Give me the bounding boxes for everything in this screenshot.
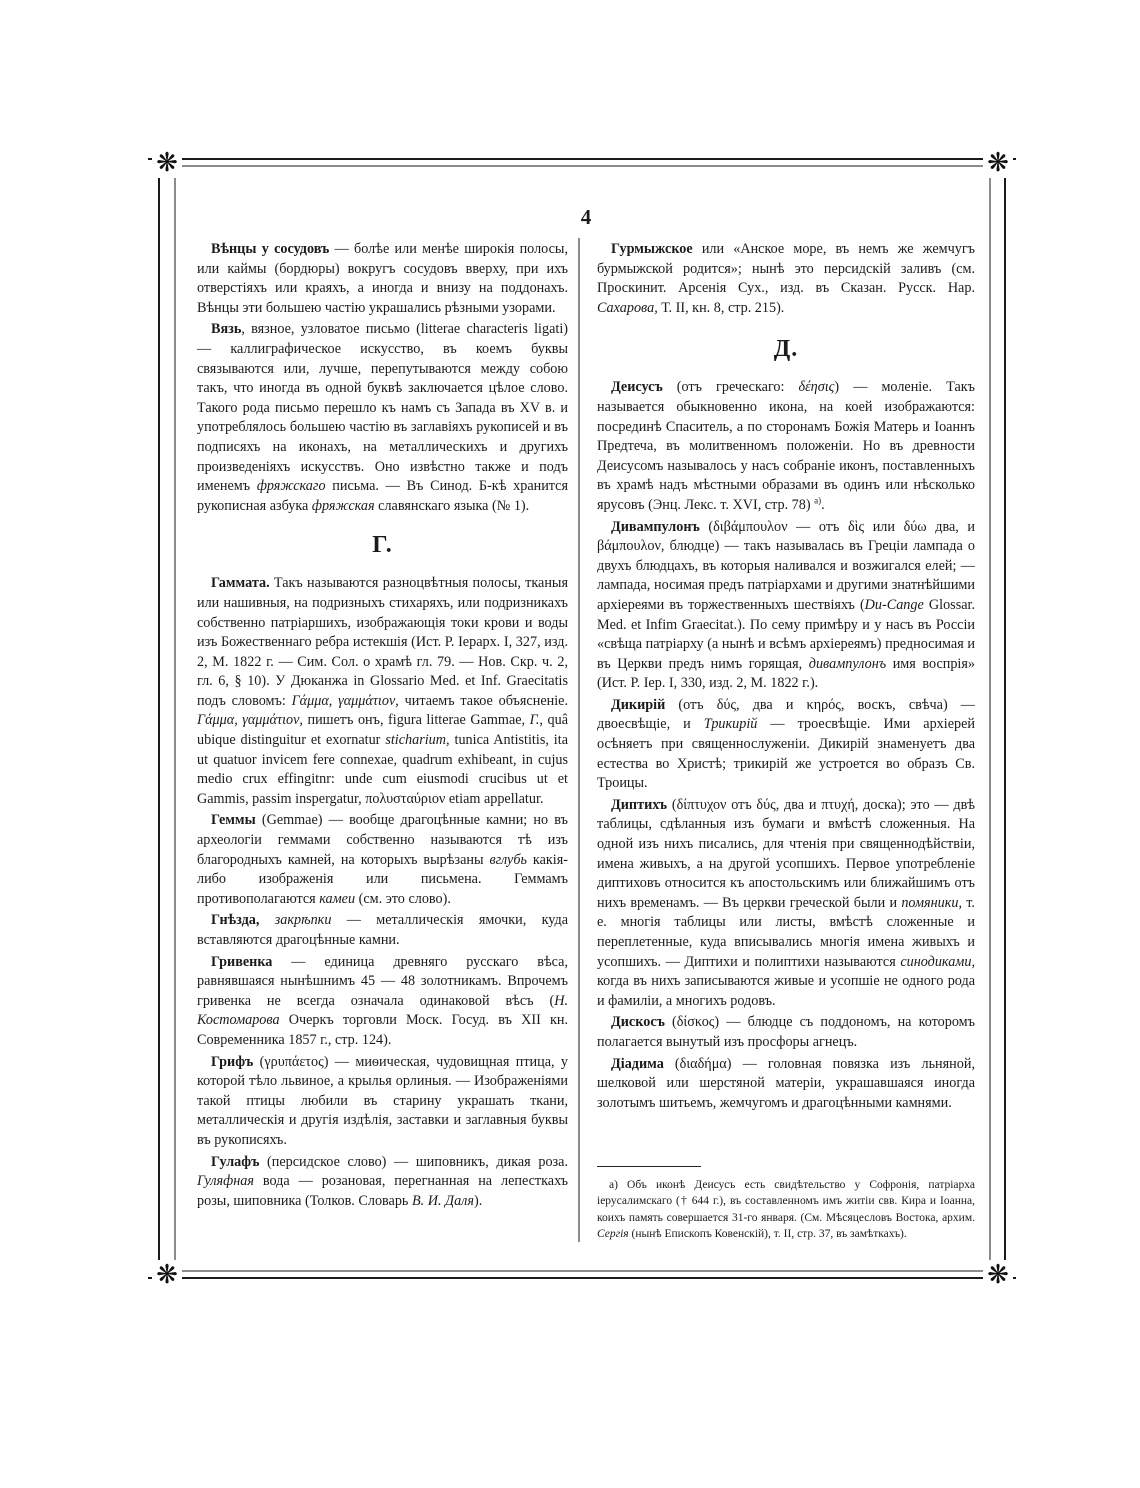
footnote-reference: а) bbox=[814, 495, 822, 506]
entry-text: Очеркъ торговли Моск. Госуд. въ XII кн. Современника 1857 г., стр. 124). bbox=[197, 1012, 568, 1048]
entry-italic-text: δέησις bbox=[798, 379, 835, 396]
right-column bbox=[597, 240, 975, 1242]
entry-text: (δίσκος) — блюдце съ поддономъ, на которомъ полагается вынутый изъ просфоры агнецъ. bbox=[597, 1014, 975, 1050]
dictionary-entry bbox=[197, 1153, 568, 1212]
entry-text: какія-либо изображенія или письмена. Геммамъ противополагаются bbox=[197, 851, 568, 907]
entry-term: Геммы bbox=[211, 812, 256, 829]
footnote-text bbox=[597, 1177, 975, 1242]
entry-italic-text: камеи bbox=[319, 890, 356, 907]
entry-text: т. е. многія таблицы или листы, вмѣстѣ сложенные и переплетенные, куда вписывались многія имена живыхъ и усопшихъ. — Диптихи и полиптихи называются bbox=[597, 894, 975, 970]
dictionary-entry bbox=[197, 240, 568, 318]
entry-text: (Gemmae) — вообще драгоцѣнные камни; но въ археологіи геммами собственно называются тѣ изъ благородныхъ камней, на которыхъ вырѣзаны bbox=[197, 812, 568, 868]
dictionary-entry bbox=[197, 911, 568, 950]
entry-text: письма. — Въ Синод. Б-кѣ хранится рукописная азбука bbox=[197, 478, 568, 514]
dictionary-entry bbox=[597, 518, 975, 694]
entry-text: Glossar. Med. et Infim Graecitat.). По сему примѣру и у насъ въ Россіи «свѣща патріарху (а нынѣ и всѣмъ архіереямъ) предносимая и въ Церкви предъ нимъ горящая, bbox=[597, 596, 975, 672]
entry-text: пишетъ онъ, figura litterae Gammae, bbox=[302, 712, 530, 729]
dictionary-entry bbox=[597, 378, 975, 515]
entry-text: tunica Antistitis, ita ut quatuor invicem fere connexae, quadrum exhibeant, in cujus medio crux effingitnr: unde cum eiusmodi crucibus ut et Gammis, passim inspergatur, πολυσταύριον etiam appellatur. bbox=[197, 732, 568, 807]
dictionary-entry bbox=[197, 953, 568, 1051]
entry-text: ) — моленіе. Такъ называется обыкновенно икона, на коей изображаются: посрединѣ Спаситель, а по сторонамъ Божія Матерь и Іоаннъ Предтеча, въ молитвенномъ положеніи. Но въ древности Деисусомъ называлось у насъ собраніе иконъ, поставленныхъ въ храмѣ надъ мѣстными образами въ одинъ или нѣсколько ярусовъ (Энц. Лекс. т. XVI, стр. 78) bbox=[597, 379, 975, 513]
entry-italic-text: Н. Костомарова bbox=[197, 992, 568, 1029]
entry-text: — единица древняго русскаго вѣса, равнявшаяся нынѣшнимъ 45 — 48 золотникамъ. Впрочемъ гривенка не всегда означала одинаковой вѣсъ ( bbox=[197, 953, 568, 1009]
letter-heading: Г. bbox=[372, 532, 393, 559]
entry-term: Вязь bbox=[211, 321, 242, 338]
entry-text: , вязное, узловатое письмо (litterae characteris ligati) — каллиграфическое искусство, въ коемъ буквы связываются или, лучше, перепутываются между собою такъ, что иногда въ одной буквѣ заключается цѣлое слово. Такого рода письмо перешло къ намъ съ Запада въ XV в. и употреблялось большею частію въ заглавіяхъ рукописей и въ подписяхъ на иконахъ, на металлическихъ и другихъ произведеніяхъ искусствъ. Оно извѣстно также и подъ именемъ bbox=[197, 321, 568, 495]
entry-text: читаемъ такое объясненіе. bbox=[398, 692, 568, 709]
entry-text: quâ ubique distinguitur et exornatur bbox=[197, 712, 568, 749]
corner-ornament-top-right: ❋ bbox=[983, 148, 1013, 178]
footnote-separator bbox=[597, 1166, 701, 1167]
entry-text: ). bbox=[473, 1192, 483, 1209]
dictionary-entry bbox=[597, 1055, 975, 1114]
dictionary-entry bbox=[197, 811, 568, 909]
entry-text: (διβάμπουλον — отъ δὶς или δύω два, и βάμπουλον, блюдце) — такъ называлась въ Греціи лампада о двухъ блюдцахъ, въ которыя наливался и возжигался елей; — лампада, носимая предъ патріархами и другими знатнѣйшими архіереями въ торжественныхъ шествіяхъ ( bbox=[597, 518, 975, 613]
entry-italic-text: Гуляфная bbox=[197, 1173, 254, 1190]
entry-text: (см. это слово). bbox=[355, 890, 451, 907]
entry-term: Гулафъ bbox=[211, 1153, 260, 1170]
entry-text: когда въ нихъ записываются живые и усопшіе не одного рода и фамиліи, а многихъ родовъ. bbox=[597, 973, 975, 1009]
entry-text: (διαδήμα) — головная повязка изъ льняной, шелковой или шерстяной матеріи, украшавшаяся иногда золотымъ шитьемъ, жемчугомъ и драгоцѣнными камнями. bbox=[597, 1055, 975, 1111]
entry-text bbox=[259, 912, 274, 928]
entry-term: Дивампулонъ bbox=[611, 518, 700, 535]
page-number: 4 bbox=[580, 205, 592, 229]
entry-text: — троесвѣщіе. Ими архіерей осѣняетъ при священнослуженіи. Дикирій знаменуетъ два естества во Христѣ; трикирій же устроется во образъ Св. Троицы. bbox=[597, 716, 975, 792]
entry-italic-text: закрѣпки bbox=[274, 912, 332, 929]
entry-italic-text: Du-Cange bbox=[864, 596, 924, 613]
entry-text: (отъ греческаго: bbox=[662, 379, 799, 396]
entry-text: Т. II, кн. 8, стр. 215). bbox=[657, 299, 785, 316]
entry-italic-text: синодиками, bbox=[900, 953, 975, 970]
entry-term: Гурмыжское bbox=[611, 241, 693, 257]
entry-italic-text: В. И. Даля bbox=[411, 1192, 474, 1209]
left-column bbox=[197, 240, 568, 1213]
entry-italic-text: Γάμμα, γαμμάτιον, bbox=[197, 712, 303, 729]
footnote bbox=[597, 1166, 975, 1242]
entry-italic-text: фряжскаго bbox=[256, 478, 326, 495]
entry-text: или «Анское море, въ немъ же жемчугъ бурмыжской родится»; нынѣ это персидскій заливъ (см. Проскинит. Арсенія Сух., изд. въ Сказан. Русск. Нар. bbox=[597, 241, 975, 297]
entry-italic-text: фряжская bbox=[311, 497, 375, 514]
entry-term: Дикирій bbox=[611, 696, 666, 713]
entry-text: (персидское слово) — шиповникъ, дикая роза. bbox=[259, 1153, 568, 1170]
entry-text: вода — розановая, перегнанная на лепесткахъ розы, шиповника (Толков. Словарь bbox=[197, 1173, 568, 1209]
entry-text: — металлическія ямочки, куда вставляются драгоцѣнные камни. bbox=[197, 912, 568, 948]
dictionary-entry bbox=[197, 320, 568, 516]
entry-italic-text: дивампулонъ bbox=[808, 655, 887, 672]
entry-text: (отъ δύς, два и κηρός, воскъ, свѣча) — двоесвѣщіе, и bbox=[597, 696, 975, 733]
entry-text: (нынѣ Епископъ Ковенскій), т. II, стр. 37, въ замѣткахъ). bbox=[628, 1227, 907, 1240]
entry-text: а) Объ иконѣ Деисусъ есть свидѣтельство у Софронія, патріарха іерусалимскаго († 644 г.), въ составленномъ имъ житіи свв. Кира и Іоанна, коихъ память совершается 31-го января. (См. Мѣсяцесловъ Востока, архим. bbox=[597, 1179, 975, 1224]
entry-text: . bbox=[821, 496, 825, 513]
letter-heading: Д. bbox=[773, 336, 799, 363]
entry-text: Такъ называются разноцвѣтныя полосы, тканыя или нашивныя, на подризныхъ стихаряхъ, или подризникахъ собственно патріаршихъ, изображающія токи крови и воды изъ Божественнаго ребра истекшія (Ист. Р. Іерарх. I, 327, изд. 2, М. 1822 г. — Сим. Сол. о храмѣ гл. 79. — Нов. Скр. ч. 2, гл. 6, § 10). У Дюканжа in Glossario Med. et Inf. Graecitatis подъ словомъ: bbox=[197, 575, 568, 709]
entry-term: Діадима bbox=[611, 1055, 664, 1072]
dictionary-entry bbox=[197, 574, 568, 809]
entry-term: Деисусъ bbox=[611, 379, 663, 396]
entry-term: Гнѣзда, bbox=[211, 912, 260, 929]
entry-term: Грифъ bbox=[211, 1053, 254, 1070]
entry-italic-text: Сахарова, bbox=[597, 299, 658, 316]
entry-term: Дискосъ bbox=[611, 1014, 665, 1031]
dictionary-entry bbox=[597, 240, 975, 318]
entry-term: Диптихъ bbox=[611, 796, 668, 813]
entry-text: славянскаго языка (№ 1). bbox=[374, 497, 530, 514]
entry-term: Вѣнцы у сосудовъ bbox=[211, 241, 330, 257]
entry-text: (γρυπάετος) — миѳическая, чудовищная птица, у которой тѣло львиное, а крылья орлиныя. — Изображеніями такой птицы любили въ старину украшать ткани, металлическія и другія издѣлія, заставки и заглавныя буквы въ рукописяхъ. bbox=[197, 1053, 568, 1148]
entry-text: имя воспрія» (Ист. Р. Іер. I, 330, изд. 2, М. 1822 г.). bbox=[597, 655, 975, 692]
dictionary-entry bbox=[597, 696, 975, 794]
dictionary-entry bbox=[597, 1013, 975, 1052]
dictionary-entry bbox=[597, 796, 975, 1012]
entry-term: Гривенка bbox=[211, 953, 273, 970]
corner-ornament-top-left: ❋ bbox=[152, 148, 182, 178]
corner-ornament-bottom-left: ❋ bbox=[152, 1260, 182, 1290]
entry-italic-text: вглубь bbox=[489, 851, 527, 868]
entry-text: — болѣе или менѣе широкія полосы, или каймы (бордюры) вокругъ сосудовъ вверху, при ихъ отверстіяхъ или краяхъ, а иногда и внизу на поддонахъ. Вѣнцы эти большею частію украшались рѣзными узорами. bbox=[197, 241, 568, 316]
entry-term: Гаммата. bbox=[211, 575, 270, 592]
corner-ornament-bottom-right: ❋ bbox=[983, 1260, 1013, 1290]
entry-italic-text: Трикирій bbox=[703, 716, 758, 733]
entry-italic-text: sticharium, bbox=[385, 732, 450, 749]
entry-italic-text: Γάμμα, γαμμάτιον, bbox=[291, 692, 399, 709]
entry-italic-text: Сергія bbox=[597, 1227, 629, 1240]
entry-text: (δίπτυχον отъ δύς, два и πτυχή, доска); это — двѣ таблицы, сдѣланныя изъ бумаги и вмѣстѣ сложенныя. На одной изъ нихъ писались, для чтенія при священнодѣйствіи, имена живыхъ, а на другой усопшихъ. Первое употребленіе диптиховъ относится къ апостольскимъ или ближайшимъ отъ нихъ временамъ. — Въ церкви греческой были и bbox=[597, 796, 975, 911]
entry-italic-text: Γ., bbox=[529, 712, 543, 729]
dictionary-entry bbox=[197, 1053, 568, 1151]
entry-italic-text: помяники, bbox=[901, 894, 963, 911]
